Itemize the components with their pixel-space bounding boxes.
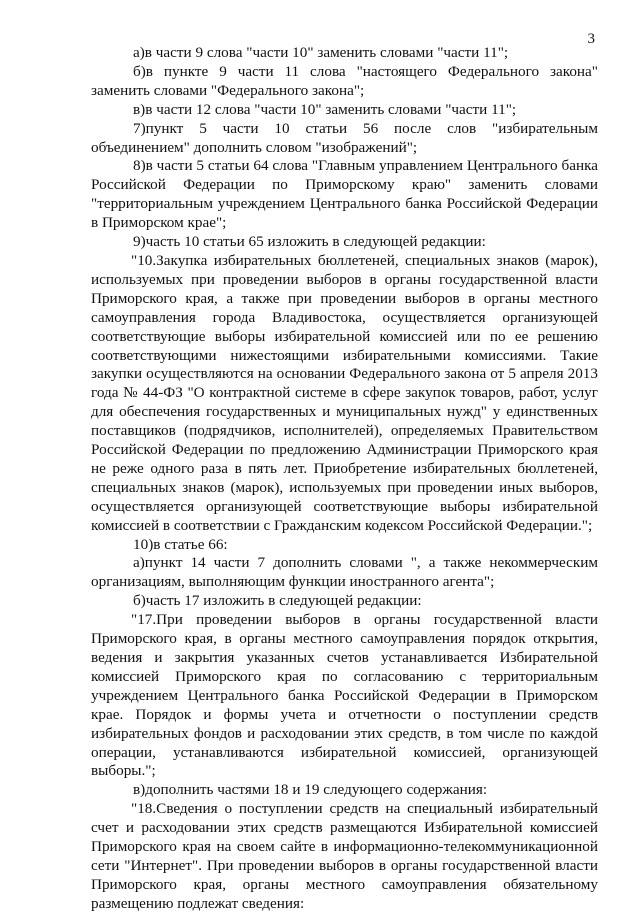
paragraph-10b: б)часть 17 изложить в следующей редакции: [133,592,422,610]
paragraph-10c: в)дополнить частями 18 и 19 следующего содержания: [133,781,488,799]
paragraph-quote-part-18: "18.Сведения о поступлении средств на специальный избирательный счет и расходовании этих средств размещаются Избирательной комиссией Приморского края на своем сайте в информационно-телекоммуникационной сети "Интернет". При проведении выборов в органы государственной власти Приморского края, органы местного самоуправления обязательному размещению подлежат сведения: [91,800,598,912]
paragraph-item-7: 7)пункт 5 части 10 статьи 56 после слов "избирательным объединением" дополнить словом "изображений"; [91,119,598,156]
paragraph-7c: в)в части 12 слова "части 10" заменить словами "части 11"; [133,100,517,118]
paragraph-7b: б)в пункте 9 части 11 слова "настоящего Федерального закона" заменить словами "Федерального закона"; [91,62,598,99]
paragraph-7a: а)в части 9 слова "части 10" заменить словами "части 11"; [133,44,509,61]
paragraph-item-9: 9)часть 10 статьи 65 изложить в следующей редакции: [133,233,486,251]
paragraph-quote-part-10: "10.Закупка избирательных бюллетеней, специальных знаков (марок), используемых при проведении выборов в органы государственной власти Приморского края, а также при проведении выборов в органы местного самоуправления города Владивостока, осуществляется организующей соответствующие выборы избирательной комиссией или по ее решению соответствующими нижестоящими избирательными комиссиями. Такие закупки осуществляются на основании Федерального закона от 5 апреля 2013 года № 44-ФЗ "О контрактной системе в сфере закупок товаров, работ, услуг для обеспечения государственных и муниципальных нужд" у единственных поставщиков (подрядчиков, исполнителей), определяемых Правительством Российской Федерации по предложению Администрации Приморского края не реже одного раза в пять лет. Приобретение избирательных бюллетеней, специальных знаков (марок), используемых при проведении иных выборов, осуществляется организующей соответствующие выборы избирательной комиссией в соответствии с Гражданским кодексом Российской Федерации."; [91,251,598,534]
paragraph-quote-part-17: "17.При проведении выборов в органы государственной власти Приморского края, в органы местного самоуправления порядок открытия, ведения и закрытия указанных счетов устанавливается Избирательной комиссией Приморского края по согласованию с территориальным учреждением Центрального банка Российской Федерации в Приморском крае. Порядок и формы учета и отчетности о поступлении средств избирательных фондов и расходовании этих средств, в том числе по каждой операции, устанавливаются избирательной комиссией, организующей выборы."; [91,611,598,780]
paragraph-item-10: 10)в статье 66: [133,535,228,553]
page-number: 3 [587,31,595,47]
paragraph-10a: а)пункт 14 части 7 дополнить словами ", а также некоммерческим организациям, выполняющим функции иностранного агента"; [91,554,598,591]
document-body [91,44,598,914]
paragraph-item-8: 8)в части 5 статьи 64 слова "Главным управлением Центрального банка Российской Федерации по Приморскому краю" заменить словами "территориальным учреждением Центрального банка Российской Федерации в Приморском крае"; [91,157,598,232]
